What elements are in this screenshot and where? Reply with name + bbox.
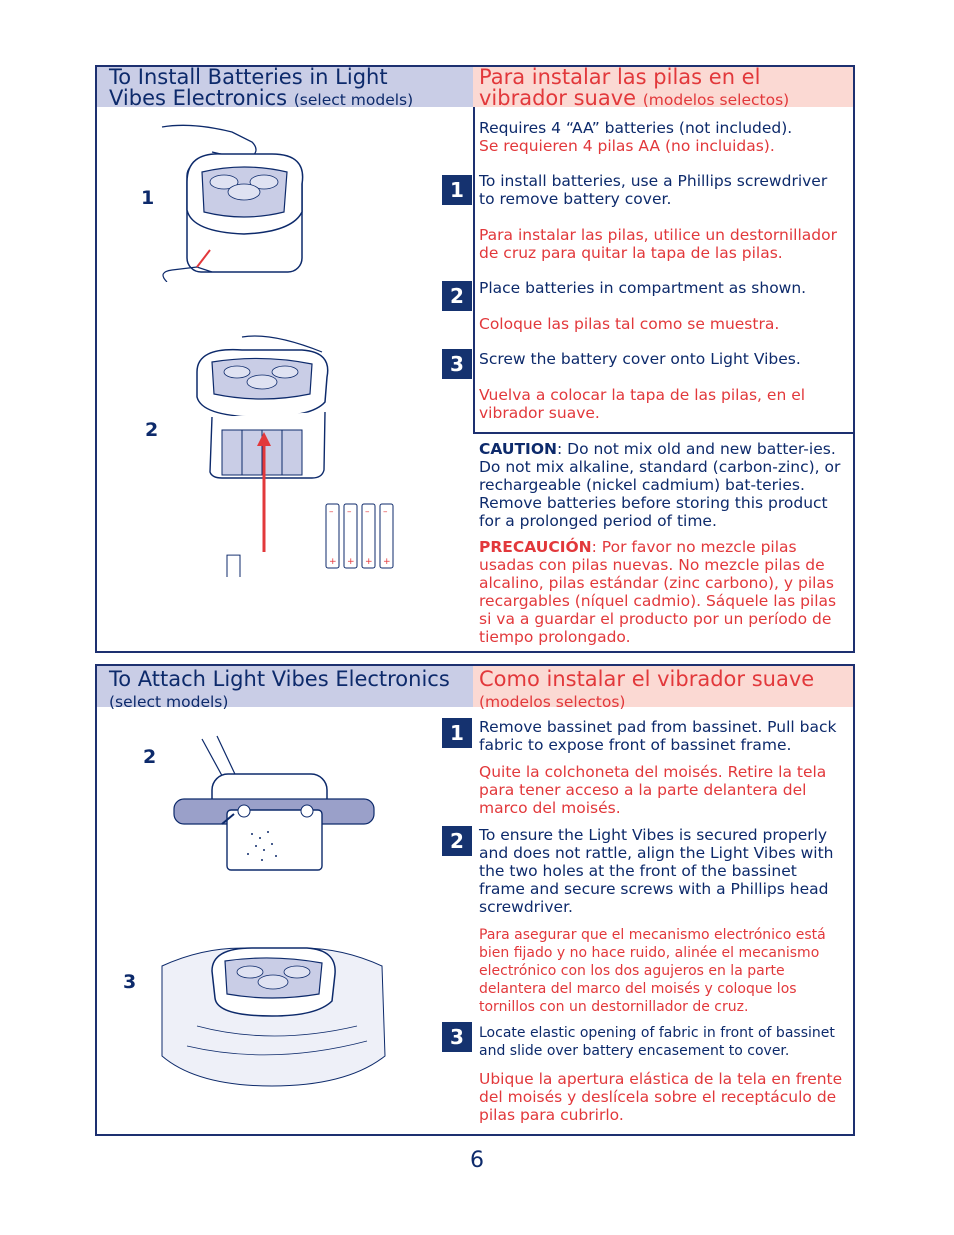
section1-title-en: To Install Batteries in Light Vibes Electronics (select models) (109, 65, 414, 110)
step-1-en: Remove bassinet pad from bassinet. Pull back fabric to expose front of bassinet frame. (479, 718, 837, 754)
step-3-badge: 3 (442, 349, 472, 379)
step-3-en: Locate elastic opening of fabric in front of bassinet and slide over battery encasement to cover. (479, 1025, 835, 1059)
caution-en: CAUTION: Do not mix old and new batter-ies. Do not mix alkaline, standard (carbon-zinc), or rechargeable (nickel cadmium) bat-teries. Remove batteries before storing this product for a prolonged period of time. (479, 440, 841, 530)
step-3-es: Vuelva a colocar la tapa de las pilas, en el vibrador suave. (479, 386, 806, 422)
figure-frame-label: 2 (143, 746, 157, 768)
section1-title-es: Para instalar las pilas en el vibrador suave (modelos selectos) (479, 65, 790, 110)
figure-cover-electronics (157, 936, 387, 1096)
svg-text:–: – (329, 507, 334, 517)
section2-title-es: Como instalar el vibrador suave (modelos selectos) (479, 667, 815, 711)
step-1-badge: 1 (442, 175, 472, 205)
step-3-es: Ubique la apertura elástica de la tela en frente del moisés y deslícela sobre el receptáculo de pilas para cubrirlo. (479, 1070, 843, 1124)
header-en (97, 65, 473, 110)
step-2-en: Place batteries in compartment as shown. (479, 279, 807, 297)
step-2-es: Coloque las pilas tal como se muestra. (479, 315, 780, 333)
header-es (473, 666, 853, 711)
page-number: 6 (470, 1148, 484, 1173)
column-divider (473, 107, 475, 434)
step-2-badge: 2 (442, 281, 472, 311)
figure-attach-frame (172, 734, 377, 874)
svg-text:+: + (329, 557, 337, 567)
figure-1-label: 1 (141, 187, 155, 209)
step-2-en: To ensure the Light Vibes is secured properly and does not rattle, align the Light Vibes with the two holes at the front of the bassinet frame and secure screws with a Phillips head screwdriver. (479, 826, 834, 916)
step-2-badge: 2 (442, 826, 472, 856)
step-3-badge: 3 (442, 1022, 472, 1052)
figure-2-label: 2 (145, 419, 159, 441)
figure-cover-label: 3 (123, 971, 137, 993)
figure-remove-battery-cover (152, 122, 312, 282)
figure-place-batteries (182, 332, 342, 577)
svg-text:–: – (383, 507, 388, 517)
header-es (473, 65, 853, 110)
step-2-es: Para asegurar que el mecanismo electrónico está bien fijado y no hace ruido, alinée el mecanismo electrónico con los dos agujeros en la parte delantera del marco del moisés y coloque los tornillos con un destornillador de cruz. (479, 927, 826, 1015)
step-1-es: Quite la colchoneta del moisés. Retire la tela para tener acceso a la parte delantera del marco del moisés. (479, 763, 827, 817)
svg-text:+: + (383, 557, 391, 567)
step-1-en: To install batteries, use a Phillips screwdriver to remove battery cover. (479, 172, 828, 208)
intro-en: Requires 4 “AA” batteries (not included). (479, 119, 793, 137)
svg-text:+: + (365, 557, 373, 567)
step-1-badge: 1 (442, 718, 472, 748)
aa-batteries-icon (322, 502, 397, 572)
intro-es: Se requieren 4 pilas AA (no incluidas). (479, 137, 775, 155)
svg-text:–: – (347, 507, 352, 517)
header-en (97, 666, 473, 711)
battery-install-panel (95, 65, 855, 653)
svg-text:+: + (347, 557, 355, 567)
svg-text:–: – (365, 507, 370, 517)
caution-es: PRECAUCIÓN: Por favor no mezcle pilas usadas con pilas nuevas. No mezcle pilas de alcalino, pilas estándar (zinc carbono), y pilas recargables (níquel cadmio). Sáquele las pilas si va a guardar el producto por un período de tiempo prolongado. (479, 538, 837, 646)
step-1-es: Para instalar las pilas, utilice un destornillador de cruz para quitar la tapa de las pilas. (479, 226, 837, 262)
step-3-en: Screw the battery cover onto Light Vibes. (479, 350, 801, 368)
attach-electronics-panel (95, 664, 855, 1136)
section2-title-en: To Attach Light Vibes Electronics (select models) (109, 667, 450, 711)
caution-divider (473, 432, 853, 434)
